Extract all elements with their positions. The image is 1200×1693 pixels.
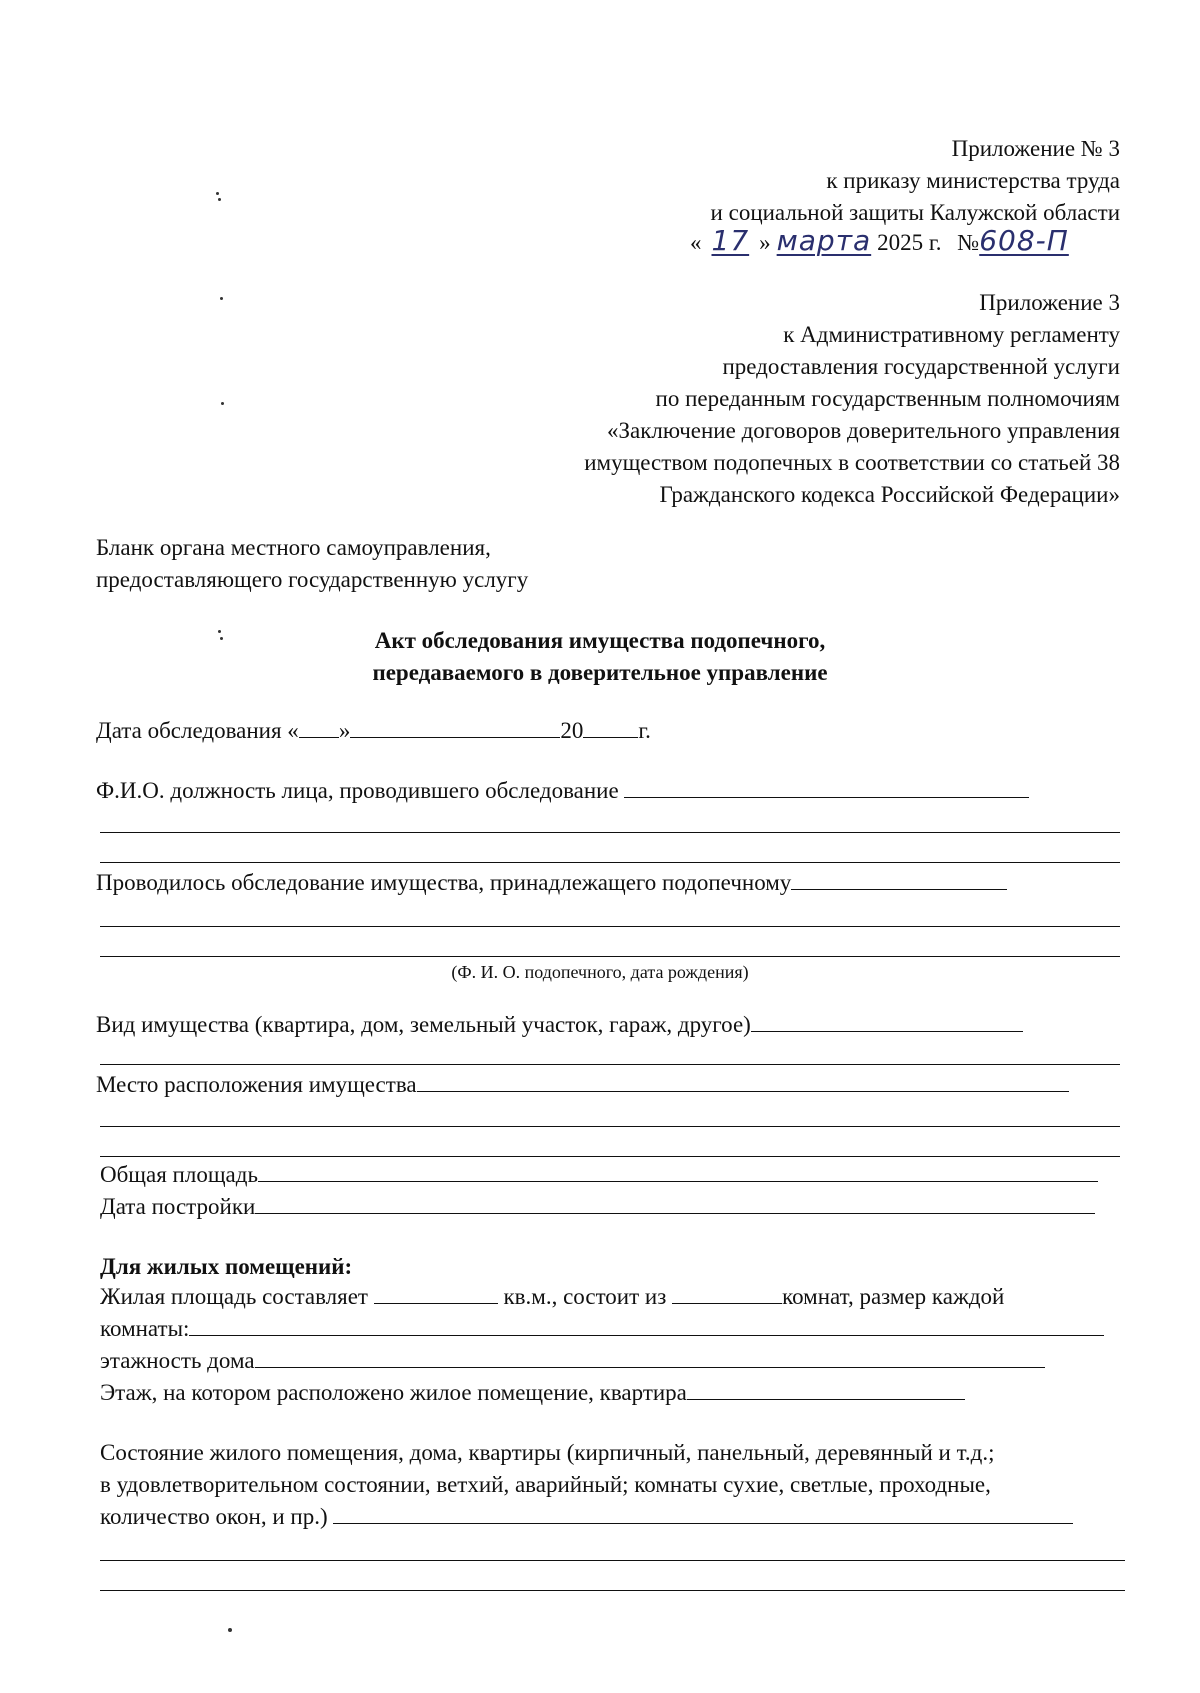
date-open-quote: « — [690, 230, 702, 255]
residential-heading: Для жилых помещений: — [100, 1254, 353, 1279]
location-blank-line-2[interactable] — [100, 1126, 1120, 1127]
inspector-row — [96, 778, 1029, 804]
appendix-ministry-line: и социальной защиты Калужской области — [710, 200, 1120, 225]
building-floors-blank[interactable] — [255, 1366, 1045, 1368]
scan-speck — [218, 198, 221, 201]
inspector-blank-line-3[interactable] — [100, 862, 1120, 863]
regulation-appendix-title: Приложение 3 — [979, 290, 1120, 315]
unit-floor-label: Этаж, на котором расположено жилое помещение, квартира — [100, 1380, 687, 1405]
property-type-label: Вид имущества (квартира, дом, земельный участок, гараж, другое) — [96, 1012, 751, 1037]
order-date-line — [690, 224, 1069, 257]
location-blank[interactable] — [417, 1090, 1069, 1092]
owner-blank[interactable] — [791, 888, 1007, 890]
regulation-line-4: по переданным государственным полномочиям — [655, 386, 1120, 411]
owner-label: Проводилось обследование имущества, принадлежащего подопечному — [96, 870, 792, 895]
inspector-label: Ф.И.О. должность лица, проводившего обследование — [96, 778, 619, 803]
regulation-line-6: имуществом подопечных в соответствии со статьей 38 — [584, 450, 1120, 475]
appendix-order-line: к приказу министерства труда — [826, 168, 1120, 193]
building-floors-label: этажность дома — [100, 1348, 255, 1373]
property-type-blank-line-2[interactable] — [100, 1064, 1120, 1065]
month-blank[interactable] — [350, 736, 560, 738]
owner-caption: (Ф. И. О. подопечного, дата рождения) — [451, 962, 749, 982]
inspection-date-row — [96, 718, 651, 744]
total-area-row — [100, 1162, 1098, 1188]
condition-line-1: Состояние жилого помещения, дома, квартиры (кирпичный, панельный, деревянный и т.д.; — [100, 1440, 995, 1465]
location-row — [96, 1072, 1069, 1098]
inspection-date-label: Дата обследования « — [96, 718, 299, 743]
regulation-line-7: Гражданского кодекса Российской Федерации» — [659, 482, 1120, 507]
act-title-1: Акт обследования имущества подопечного, — [374, 628, 826, 653]
owner-blank-line-3[interactable] — [100, 956, 1120, 957]
property-type-row — [96, 1012, 1023, 1038]
handwritten-order-number: 608-П — [979, 224, 1069, 257]
year-blank[interactable] — [583, 736, 638, 738]
property-type-blank[interactable] — [751, 1030, 1023, 1032]
inspector-blank[interactable] — [624, 796, 1029, 798]
room-sizes-blank[interactable] — [189, 1334, 1104, 1336]
condition-blank[interactable] — [333, 1522, 1073, 1524]
inspection-date-quote: » — [338, 718, 351, 743]
inspector-blank-line-2[interactable] — [100, 832, 1120, 833]
regulation-line-5: «Заключение договоров доверительного управления — [607, 418, 1120, 443]
rooms-count-blank[interactable] — [672, 1302, 782, 1304]
living-area-label: Жилая площадь составляет — [100, 1284, 368, 1309]
act-title-2: передаваемого в доверительное управление — [372, 660, 828, 685]
build-date-blank[interactable] — [255, 1212, 1095, 1214]
day-blank[interactable] — [299, 736, 339, 738]
condition-line-3: количество окон, и пр.) — [100, 1504, 328, 1529]
scan-speck — [221, 402, 224, 405]
order-number-label: № — [957, 230, 980, 255]
date-close-quote: » — [759, 230, 771, 255]
building-floors-row — [100, 1348, 1045, 1374]
letterhead-note-1: Бланк органа местного самоуправления, — [96, 535, 491, 560]
appendix-title: Приложение № 3 — [951, 136, 1120, 161]
build-date-row — [100, 1194, 1095, 1220]
living-area-row — [100, 1284, 1004, 1310]
living-area-blank[interactable] — [374, 1302, 498, 1304]
inspection-date-suffix: г. — [638, 718, 651, 743]
letterhead-note-2: предоставляющего государственную услугу — [96, 567, 529, 592]
total-area-label: Общая площадь — [100, 1162, 258, 1187]
scan-speck — [216, 192, 219, 195]
owner-blank-line-2[interactable] — [100, 926, 1120, 927]
order-year: 2025 г. — [877, 230, 942, 255]
inspection-date-century: 20 — [560, 718, 584, 743]
regulation-line-2: к Административному регламенту — [783, 322, 1120, 347]
location-blank-line-3[interactable] — [100, 1156, 1120, 1157]
unit-floor-blank[interactable] — [687, 1398, 965, 1400]
condition-row — [100, 1504, 1073, 1530]
handwritten-day: 17 — [711, 224, 750, 257]
room-size-label: комнат, размер каждой — [782, 1284, 1005, 1309]
regulation-line-3: предоставления государственной услуги — [722, 354, 1120, 379]
location-label: Место расположения имущества — [96, 1072, 417, 1097]
build-date-label: Дата постройки — [100, 1194, 256, 1219]
unit-floor-row — [100, 1380, 965, 1406]
handwritten-month: марта — [776, 224, 872, 257]
condition-line-2: в удовлетворительном состоянии, ветхий, аварийный; комнаты сухие, светлые, проходные, — [100, 1472, 991, 1497]
condition-blank-line-2[interactable] — [100, 1560, 1125, 1561]
owner-row — [96, 870, 1007, 896]
room-sizes-label: комнаты: — [100, 1316, 190, 1341]
condition-blank-line-3[interactable] — [100, 1590, 1125, 1591]
scan-speck — [220, 297, 223, 300]
room-sizes-row — [100, 1316, 1104, 1342]
scan-speck — [228, 1628, 232, 1632]
rooms-count-label: кв.м., состоит из — [503, 1284, 667, 1309]
total-area-blank[interactable] — [258, 1180, 1098, 1182]
